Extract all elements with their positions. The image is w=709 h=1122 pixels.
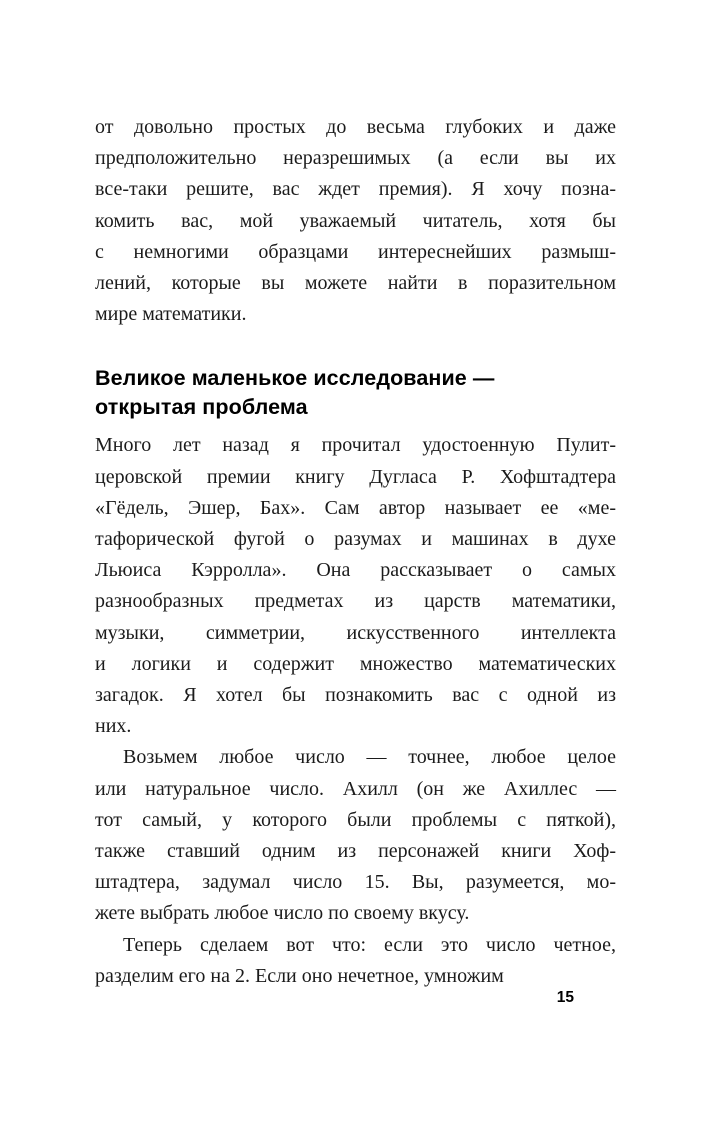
- text-line: жете выбрать любое число по своему вкусу.: [95, 902, 470, 925]
- paragraph: [95, 430, 616, 742]
- text-line: также ставший одним из персонажей книги Хоф-: [95, 840, 616, 863]
- text-line: или натуральное число. Ахилл (он же Ахиллес —: [95, 777, 616, 800]
- text-line: мире математики.: [95, 303, 247, 326]
- text-line: от довольно простых до весьма глубоких и даже: [95, 116, 616, 138]
- text-line: предположительно неразрешимых (а если вы их: [95, 147, 616, 170]
- text-line: разнообразных предметах из царств математики,: [95, 590, 616, 613]
- text-line: Много лет назад я прочитал удостоенную Пулит-: [95, 434, 616, 457]
- text-line: комить вас, мой уважаемый читатель, хотя бы: [95, 209, 616, 232]
- text-line: «Гёдель, Эшер, Бах». Сам автор называет ее «ме-: [95, 496, 616, 519]
- text-line: музыки, симметрии, искусственного интеллекта: [95, 621, 616, 644]
- text-line: церовской премии книгу Дугласа Р. Хофштадтера: [95, 465, 616, 488]
- heading-line: Великое маленькое исследование —: [95, 366, 495, 391]
- text-line: тот самый, у которого были проблемы с пяткой),: [95, 808, 616, 831]
- section-heading: [95, 364, 616, 422]
- page-text-column: [95, 112, 616, 992]
- text-line: них.: [95, 715, 132, 738]
- paragraph: [95, 742, 616, 929]
- text-line: и логики и содержит множество математических: [95, 652, 616, 675]
- text-line: лений, которые вы можете найти в поразительном: [95, 272, 616, 295]
- text-line: загадок. Я хотел бы познакомить вас с одной из: [95, 684, 616, 707]
- text-line: все-таки решите, вас ждет премия). Я хочу позна-: [95, 178, 616, 201]
- text-line: Льюиса Кэрролла». Она рассказывает о самых: [95, 559, 616, 582]
- text-line: Теперь сделаем вот что: если это число четное,: [123, 933, 616, 956]
- paragraph: [95, 112, 616, 330]
- text-line: тафорической фугой о разумах и машинах в духе: [95, 528, 616, 551]
- heading-line: открытая проблема: [95, 395, 308, 420]
- page-number: 15: [556, 989, 574, 1006]
- text-line: разделим его на 2. Если оно нечетное, умножим: [95, 964, 504, 987]
- text-line: штадтера, задумал число 15. Вы, разумеется, мо-: [95, 871, 616, 894]
- text-line: с немногими образцами интереснейших размыш-: [95, 240, 616, 263]
- text-line: Возьмем любое число — точнее, любое целое: [123, 746, 616, 769]
- paragraph: [95, 930, 616, 992]
